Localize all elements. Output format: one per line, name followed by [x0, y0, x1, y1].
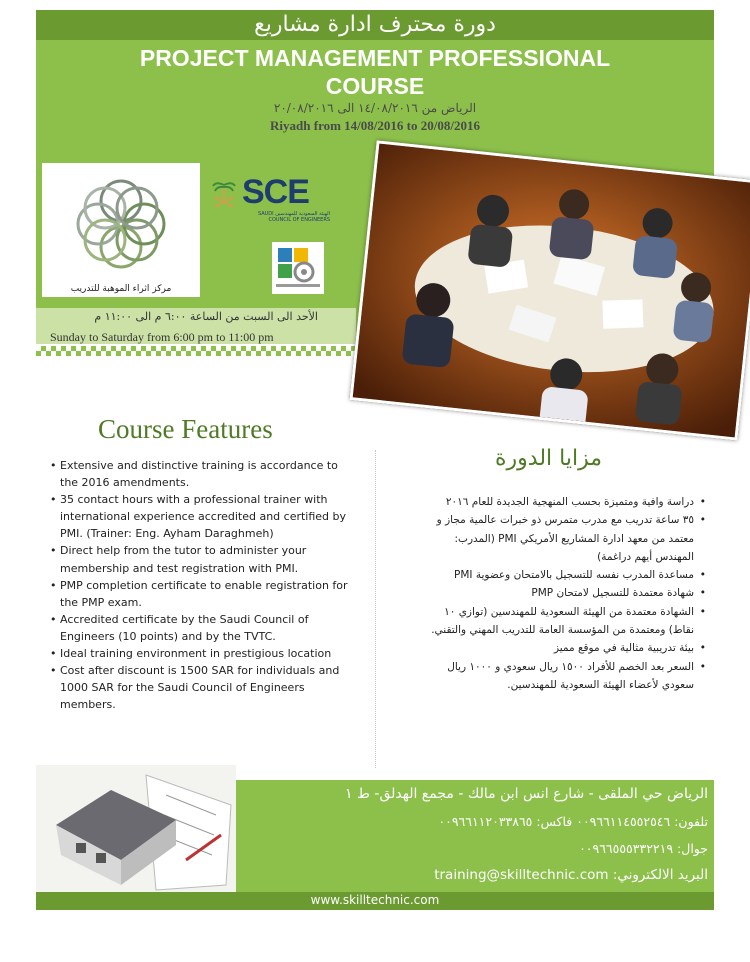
house-blueprint-image [36, 765, 236, 893]
english-title: PROJECT MANAGEMENT PROFESSIONAL COURSE [139, 45, 611, 99]
feature-item: • Accredited certificate by the Saudi Council of Engineers (10 points) and by the TVTC. [50, 611, 350, 645]
features-title: Course Features [98, 414, 273, 444]
feature-item: • PMP completion certificate to enable registration for the PMP exam. [50, 577, 350, 611]
arabic-feature-item: • مساعدة المدرب نفسه للتسجيل بالامتحان وعضوية PMI [416, 566, 706, 584]
feature-item: • 35 contact hours with a professional trainer with international experience accredited and certified by PMI. (Trainer: Eng. Ayham Daraghmeh) [50, 491, 350, 542]
sce-logo [210, 173, 330, 225]
arabic-feature-item: • دراسة وافية ومتميزة بحسب المنهجية الجديدة للعام ٢٠١٦ [416, 493, 706, 511]
tvtc-logo [272, 242, 324, 294]
palm-swords-icon [210, 177, 238, 211]
contact-address: الرياض حي الملقى - شارع انس ابن مالك - مجمع الهدلق- ط ١ [345, 786, 708, 802]
arabic-features-title: مزايا الدورة [495, 446, 602, 471]
arabic-title: دورة محترف ادارة مشاريع [254, 12, 496, 37]
arabic-feature-item: • ٣٥ ساعة تدريب مع مدرب متمرس ذو خبرات عالمية مجاز و معتمد من معهد ادارة المشاريع الأمريكي PMI (المدرب: المهندس أيهم دراغمة) [416, 511, 706, 566]
flower-logo-icon [66, 169, 176, 279]
contact-phone-fax: تلفون: ٠٠٩٦٦١١٤٥٥٢٥٤٦ فاكس: ٠٠٩٦٦١١٢٠٣٣٨٦٥ [438, 814, 708, 829]
training-center-name: مركز اثراء الموهبة للتدريب [70, 284, 172, 294]
website-link[interactable]: www.skilltechnic.com [310, 893, 440, 907]
arabic-feature-item: • الشهادة معتمدة من الهيئة السعودية للمهندسين (توازي ١٠ نقاط) ومعتمدة من المؤسسة العامة للتدريب المهني والتقني. [416, 603, 706, 640]
english-dates: Riyadh from 14/08/2016 to 20/08/2016 [270, 118, 480, 133]
sce-mark: SCE [242, 173, 309, 211]
house-model-icon [36, 765, 236, 893]
meeting-photo [349, 140, 750, 440]
feature-item: • Ideal training environment in prestigious location [50, 645, 350, 662]
flyer [36, 10, 714, 910]
contact-mobile: جوال: ٠٠٩٦٦٥٥٥٣٣٢٢١٩ [579, 841, 708, 856]
contact-email[interactable]: البريد الالكتروني: training@skilltechnic.com [434, 867, 708, 883]
schedule-arabic: الأحد الى السبت من الساعة ٦:٠٠ م الى ١١:٠٠ م [94, 310, 318, 323]
features-list [50, 457, 350, 713]
training-center-logo [42, 163, 200, 297]
sce-subtitle: الهيئة السعودية للمهندسين SAUDI COUNCIL OF ENGINEERS [257, 211, 330, 223]
arabic-feature-item: • السعر بعد الخصم للأفراد ١٥٠٠ ريال سعودي و ١٠٠٠ ريال سعودي لأعضاء الهيئة السعودية للمهندسين. [416, 658, 706, 695]
checker-divider [36, 346, 358, 356]
feature-item: • Cost after discount is 1500 SAR for individuals and 1000 SAR for the Saudi Council of Engineers members. [50, 662, 350, 713]
feature-item: • Extensive and distinctive training is accordance to the 2016 amendments. [50, 457, 350, 491]
schedule-english: Sunday to Saturday from 6:00 pm to 11:00 pm [50, 330, 274, 344]
feature-item: • Direct help from the tutor to administer your membership and test registration with PMI. [50, 542, 350, 576]
meeting-table-image [353, 144, 750, 438]
column-divider [375, 450, 376, 768]
arabic-feature-item: • شهادة معتمدة للتسجيل لامتحان PMP [416, 584, 706, 602]
arabic-dates: الرياض من ١٤/٠٨/٢٠١٦ الى ٢٠/٠٨/٢٠١٦ [273, 101, 477, 115]
arabic-features-list [416, 493, 706, 694]
arabic-feature-item: • بيئة تدريبية مثالية في موقع مميز [416, 639, 706, 657]
tvtc-gear-icon [272, 242, 324, 294]
